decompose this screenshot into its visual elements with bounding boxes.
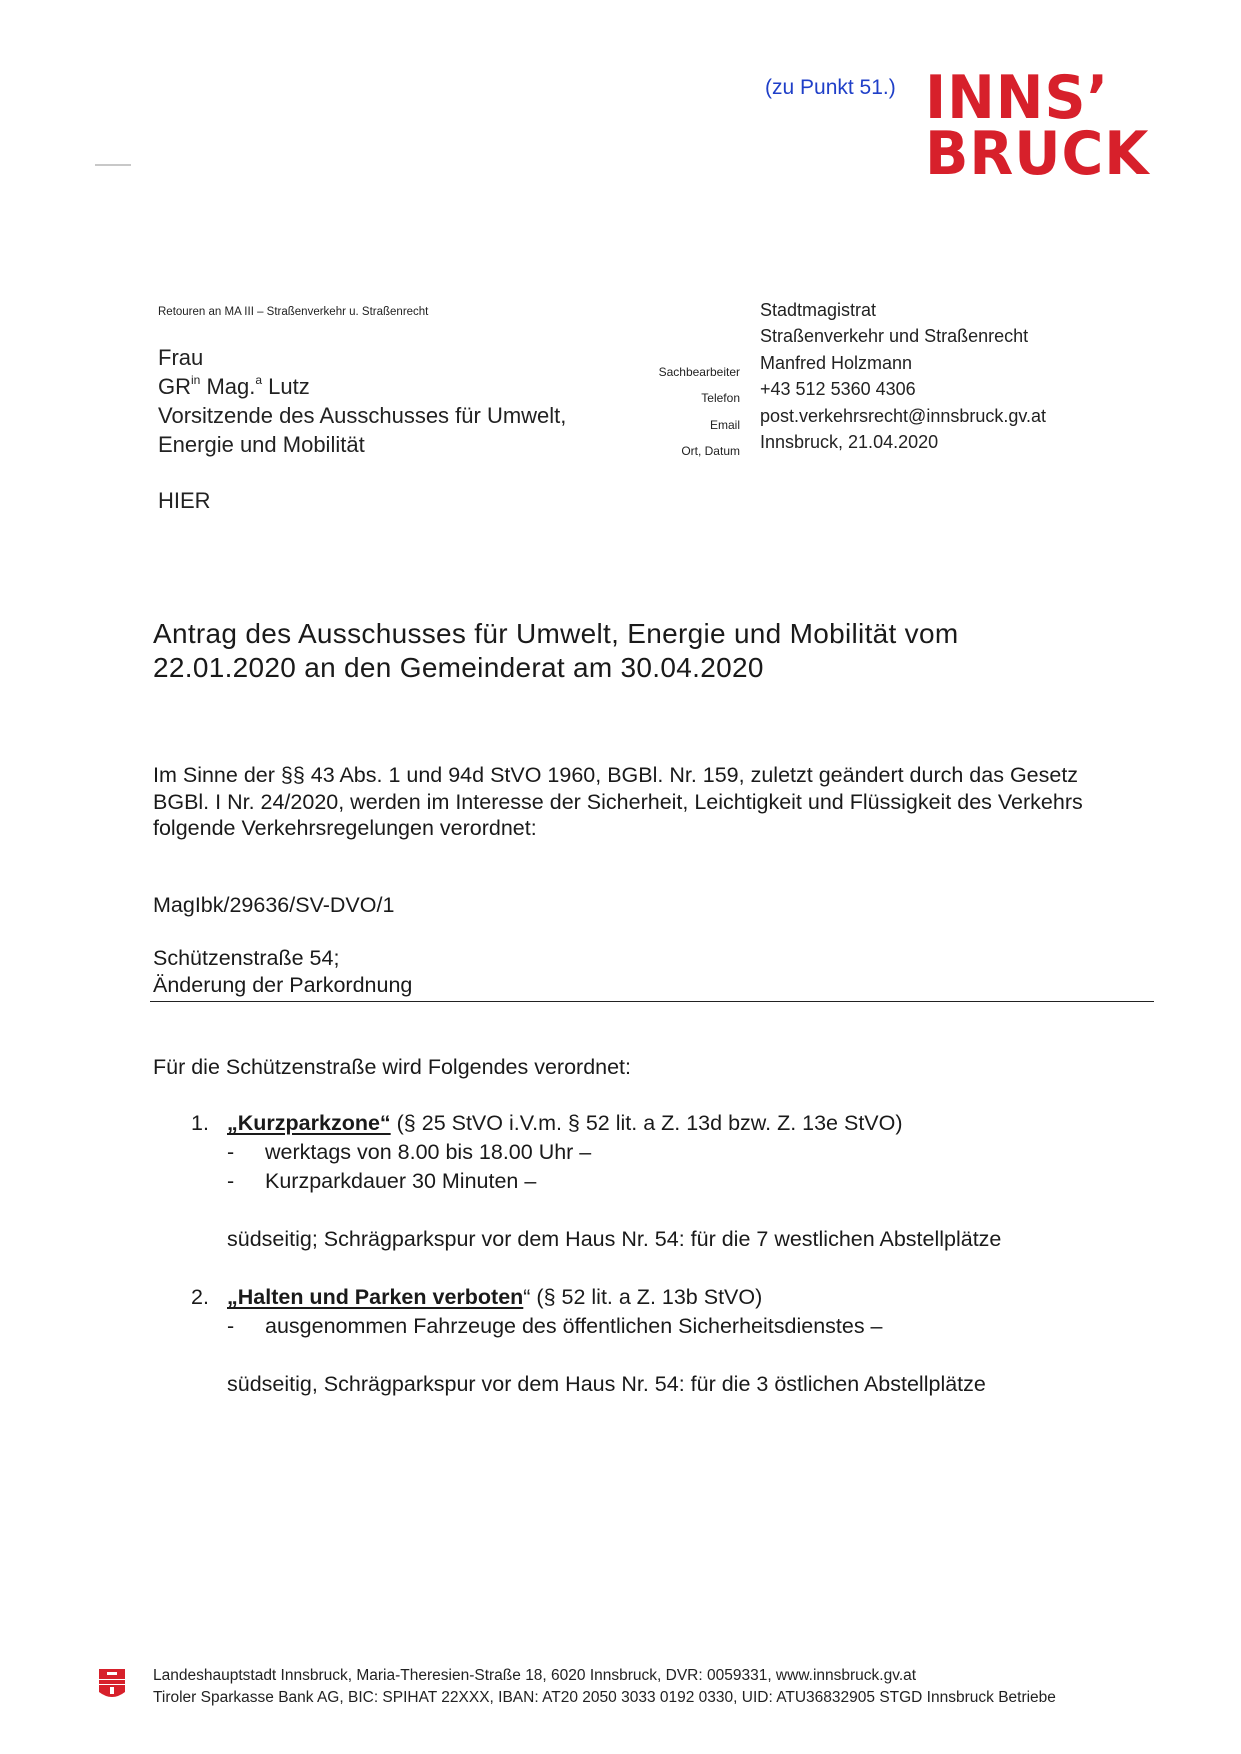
item-1-heading-line xyxy=(227,1111,903,1136)
item-1-sub-2-text: Kurzparkdauer 30 Minuten – xyxy=(265,1169,537,1193)
item-1-number: 1. xyxy=(191,1111,209,1135)
recipient-location: HIER xyxy=(158,488,211,513)
intro-line-1: Im Sinne der §§ 43 Abs. 1 und 94d StVO 1960, BGBl. Nr. 159, zuletzt geändert durch das Gesetz xyxy=(153,763,1079,787)
item-1-sub-1 xyxy=(227,1140,591,1165)
item-2-heading: „Halten und Parken verboten xyxy=(227,1285,524,1309)
item-2-sub-1-text: ausgenommen Fahrzeuge des öffentlichen Sicherheitsdienstes – xyxy=(265,1314,883,1338)
recipient-name xyxy=(158,372,566,401)
sender-email: post.verkehrsrecht@innsbruck.gv.at xyxy=(760,405,1047,426)
sender-block xyxy=(760,297,1046,455)
return-address-line: Retouren an MA III – Straßenverkehr u. Straßenrecht xyxy=(158,306,429,318)
logo-line-1: INNS’ xyxy=(925,63,1110,133)
sender-clerk: Manfred Holzmann xyxy=(760,352,913,373)
subject-line-2: Änderung der Parkordnung xyxy=(153,973,413,997)
item-2-legal-basis: “ (§ 52 lit. a Z. 13b StVO) xyxy=(523,1285,763,1309)
sender-office: Stadtmagistrat xyxy=(760,300,877,320)
dash-mark: - xyxy=(227,1169,235,1193)
fold-mark xyxy=(95,164,131,166)
subject-line-1: Schützenstraße 54; xyxy=(153,946,340,970)
sender-labels xyxy=(600,359,740,465)
footer xyxy=(153,1665,1056,1708)
label-clerk: Sachbearbeiter xyxy=(658,365,740,379)
innsbruck-logo xyxy=(925,63,1160,190)
intro-line-2: BGBl. I Nr. 24/2020, werden im Interesse der Sicherheit, Leichtigkeit und Flüssigkeit des Verkehrs xyxy=(153,789,1083,814)
label-phone: Telefon xyxy=(701,391,740,406)
dash-mark: - xyxy=(227,1140,235,1164)
title-line-2: 22.01.2020 an den Gemeinderat am 30.04.2020 xyxy=(153,652,764,683)
footer-line-2: Tiroler Sparkasse Bank AG, BIC: SPIHAT 22XXX, IBAN: AT20 2050 3033 0192 0330, UID: ATU36832905 STGD Innsbruck Betriebe xyxy=(153,1688,1056,1706)
item-1-sub-1-text: werktags von 8.00 bis 18.00 Uhr – xyxy=(265,1140,592,1164)
item-2-heading-line xyxy=(227,1285,762,1310)
footer-line-1: Landeshauptstadt Innsbruck, Maria-Theresien-Straße 18, 6020 Innsbruck, DVR: 0059331, www.innsbruck.gv.at xyxy=(153,1667,917,1684)
sender-place-date: Innsbruck, 21.04.2020 xyxy=(760,432,939,453)
intro-line-3: folgende Verkehrsregelungen verordnet: xyxy=(153,816,537,840)
agenda-item-reference: (zu Punkt 51.) xyxy=(765,76,896,99)
document-title xyxy=(153,617,1113,685)
name-title: Mag. xyxy=(200,374,256,399)
name-prefix-sup: in xyxy=(191,373,201,387)
dash-mark: - xyxy=(227,1314,235,1338)
sender-phone: +43 512 5360 4306 xyxy=(760,379,916,400)
recipient-block xyxy=(158,343,566,459)
label-place-date: Ort, Datum xyxy=(681,444,740,459)
sender-department: Straßenverkehr und Straßenrecht xyxy=(760,326,1029,347)
item-2-location: südseitig, Schrägparkspur vor dem Haus Nr. 54: für die 3 östlichen Abstellplätze xyxy=(227,1372,986,1396)
logo-line-2: BRUCK xyxy=(925,119,1150,189)
item-1-legal-basis: (§ 25 StVO i.V.m. § 52 lit. a Z. 13d bzw. Z. 13e StVO) xyxy=(390,1111,903,1135)
name-title-sup: a xyxy=(255,373,263,387)
subject-divider xyxy=(150,1001,1154,1002)
name-prefix: GR xyxy=(158,374,191,399)
item-2-sub-1 xyxy=(227,1314,883,1339)
city-emblem-icon xyxy=(98,1668,126,1700)
item-1-heading: „Kurzparkzone“ xyxy=(227,1111,391,1135)
item-1-location: südseitig; Schrägparkspur vor dem Haus Nr. 54: für die 7 westlichen Abstellplätze xyxy=(227,1227,1002,1251)
item-1-sub-2 xyxy=(227,1169,536,1194)
name-last: Lutz xyxy=(262,374,310,399)
label-email: Email xyxy=(709,417,740,432)
subject-block xyxy=(153,945,412,999)
recipient-role-line-2: Energie und Mobilität xyxy=(158,432,365,457)
item-2-number: 2. xyxy=(191,1285,209,1309)
recipient-role-line-1: Vorsitzende des Ausschusses für Umwelt, xyxy=(158,403,567,428)
intro-paragraph xyxy=(153,762,1153,842)
recipient-salutation: Frau xyxy=(158,345,204,370)
title-line-1: Antrag des Ausschusses für Umwelt, Energie und Mobilität vom xyxy=(153,618,959,649)
reference-number: MagIbk/29636/SV-DVO/1 xyxy=(153,893,395,917)
lead-sentence: Für die Schützenstraße wird Folgendes verordnet: xyxy=(153,1055,632,1079)
